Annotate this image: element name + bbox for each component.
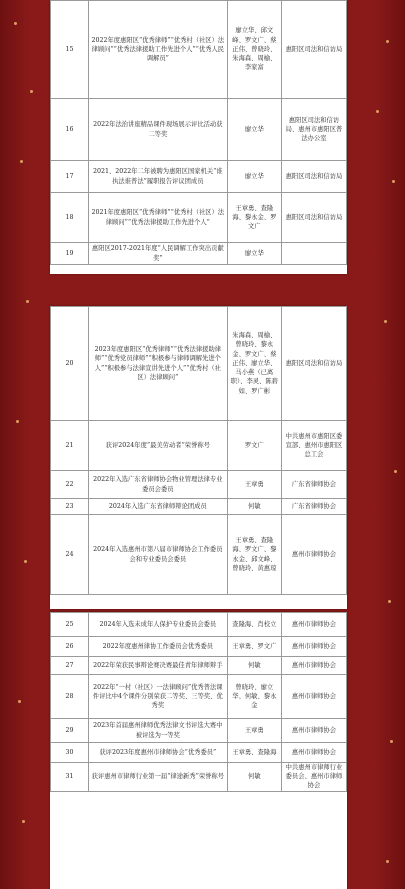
cell-num: 22	[51, 471, 89, 499]
sparkle-dot	[30, 90, 33, 93]
cell-people: 查隆海、肖校立	[227, 613, 281, 637]
cell-name: 2024年入选未成年人保护专业委员会委员	[88, 613, 227, 637]
cell-name: 2024年入选广东省律师辩论团成员	[88, 499, 227, 515]
cell-name: 获评惠州市律师行业第一届“律途新秀”荣誉称号	[88, 763, 227, 792]
award-table-2	[50, 306, 347, 595]
table-row	[51, 471, 347, 499]
cell-org: 惠州市律师协会	[281, 719, 346, 743]
award-table-section-2	[50, 306, 347, 609]
award-table-section-1	[50, 0, 347, 274]
cell-people: 朱海森、周榆、曾晓玲、黎永金、罗文广、蔡正伟、廖立华、马小燕（已离职）、李灵、陈碧如、罗广彬	[227, 307, 281, 421]
cell-org: 惠州市律师协会	[281, 613, 346, 637]
cell-org: 惠阳区司法和信访局、惠州市惠阳区普法办公室	[281, 99, 346, 161]
table-row	[51, 613, 347, 637]
cell-num: 29	[51, 719, 89, 743]
table-row	[51, 243, 347, 265]
sparkle-dot	[384, 320, 387, 323]
cell-num: 18	[51, 193, 89, 243]
table-row	[51, 719, 347, 743]
cell-people: 何敏	[227, 763, 281, 792]
award-table-section-3	[50, 612, 347, 889]
cell-org: 惠阳区司法和信访局	[281, 193, 346, 243]
cell-num: 17	[51, 161, 89, 193]
table-row	[51, 307, 347, 421]
table-row	[51, 637, 347, 657]
table-row	[51, 193, 347, 243]
sparkle-dot	[22, 820, 25, 823]
cell-name: 2023年度惠阳区“优秀律师”“优秀法律援助律师”“优秀党员律师”“积极参与律师调解先进个人”“积极参与法律宣讲先进个人”“优秀村（社区）法律顾问”	[88, 307, 227, 421]
sparkle-dot	[20, 160, 23, 163]
cell-num: 15	[51, 1, 89, 99]
cell-name: 2022年度惠阳区“优秀律师”“优秀村（社区）法律顾问”“优秀法律援助工作先进个人”“优秀人民调解员”	[88, 1, 227, 99]
table-row	[51, 763, 347, 792]
cell-name: 2022年法治讲座精品课件现场展示评比活动获二等奖	[88, 99, 227, 161]
sparkle-dot	[24, 560, 27, 563]
table-row	[51, 499, 347, 515]
cell-people: 王章勇、查隆海、罗文广、黎永金、邱文峰、曾晓玲、黄惠琼	[227, 515, 281, 595]
award-table-1	[50, 0, 347, 265]
cell-num: 25	[51, 613, 89, 637]
cell-people: 廖立华	[227, 243, 281, 265]
sparkle-dot	[390, 740, 393, 743]
cell-num: 24	[51, 515, 89, 595]
cell-name: 获评2024年度“最美劳动者”荣誉称号	[88, 421, 227, 471]
cell-people: 王章勇、罗文广	[227, 637, 281, 657]
table-row	[51, 1, 347, 99]
cell-people: 曾晓玲、廖立华、何敏、黎永金	[227, 675, 281, 719]
cell-name: 获评2023年度惠州市律师协会“优秀委员”	[88, 743, 227, 763]
cell-name: 惠阳区2017-2021年度“人民调解工作突出贡献奖”	[88, 243, 227, 265]
cell-name: 2021、2022年二年被聘为惠阳区国家机关“谁执法谁普法”履职报告评议团成员	[88, 161, 227, 193]
cell-org: 惠州市律师协会	[281, 675, 346, 719]
cell-org: 惠阳区司法和信访局	[281, 307, 346, 421]
cell-org: 惠阳区司法和信访局	[281, 1, 346, 99]
sparkle-dot	[14, 22, 17, 25]
cell-people: 罗文广	[227, 421, 281, 471]
cell-num: 16	[51, 99, 89, 161]
cell-people: 何敏	[227, 657, 281, 675]
table-row	[51, 99, 347, 161]
cell-org: 惠州市律师协会	[281, 657, 346, 675]
cell-num: 30	[51, 743, 89, 763]
cell-people: 王章勇、查隆海、黎永金、罗文广	[227, 193, 281, 243]
cell-name: 2022年入选广东省律师协会物业管理法律专业委员会委员	[88, 471, 227, 499]
cell-org: 中共惠州市惠阳区委宣部、惠州市惠阳区总工会	[281, 421, 346, 471]
table-row	[51, 743, 347, 763]
cell-num: 19	[51, 243, 89, 265]
cell-people: 廖立华、邱文峰、罗文广、蔡正伟、曾晓玲、朱海森、周榆、李家富	[227, 1, 281, 99]
cell-num: 31	[51, 763, 89, 792]
cell-people: 王章勇、查隆海	[227, 743, 281, 763]
cell-people: 王章勇	[227, 471, 281, 499]
cell-num: 26	[51, 637, 89, 657]
cell-org: 广东省律师协会	[281, 499, 346, 515]
cell-people: 何敏	[227, 499, 281, 515]
cell-org: 惠阳区司法和信访局	[281, 161, 346, 193]
cell-num: 23	[51, 499, 89, 515]
cell-org: 惠州市律师协会	[281, 515, 346, 595]
sparkle-dot	[386, 40, 389, 43]
cell-org: 广东省律师协会	[281, 471, 346, 499]
table-row	[51, 515, 347, 595]
cell-org: 惠州市律师协会	[281, 743, 346, 763]
cell-org: 惠州市律师协会	[281, 637, 346, 657]
cell-num: 21	[51, 421, 89, 471]
sparkle-dot	[394, 470, 397, 473]
cell-people: 王章勇	[227, 719, 281, 743]
sparkle-dot	[388, 600, 391, 603]
cell-name: 2023年首届惠州律师优秀法律文书评选大赛中被评选为一等奖	[88, 719, 227, 743]
sparkle-dot	[386, 860, 389, 863]
cell-num: 28	[51, 675, 89, 719]
table-row	[51, 421, 347, 471]
table-row	[51, 675, 347, 719]
cell-name: 2021年度惠阳区“优秀律师”“优秀村（社区）法律顾问”“优秀法律援助工作先进个人”	[88, 193, 227, 243]
table-row	[51, 161, 347, 193]
cell-name: 2022年度惠州律协工作委员会优秀委员	[88, 637, 227, 657]
cell-name: 2024年入选惠州市第八届市律师协会工作委员会和专业委员会委员	[88, 515, 227, 595]
cell-num: 20	[51, 307, 89, 421]
sparkle-dot	[26, 300, 29, 303]
cell-name: 2022年“一村（社区）一法律顾问”优秀普法课件评比中4个课件分别荣获二等奖、三等奖、优秀奖	[88, 675, 227, 719]
cell-org: 中共惠州市律师行业委员会、惠州市律师协会	[281, 763, 346, 792]
cell-num: 27	[51, 657, 89, 675]
sparkle-dot	[376, 110, 379, 113]
cell-name: 2022年荣获民事辩论赛决赛最佳青年律师辩手	[88, 657, 227, 675]
cell-people: 廖立华	[227, 161, 281, 193]
sparkle-dot	[18, 700, 21, 703]
sparkle-dot	[16, 420, 19, 423]
cell-org	[281, 243, 346, 265]
table-row	[51, 657, 347, 675]
sparkle-dot	[392, 180, 395, 183]
cell-people: 廖立华	[227, 99, 281, 161]
award-table-3	[50, 612, 347, 792]
